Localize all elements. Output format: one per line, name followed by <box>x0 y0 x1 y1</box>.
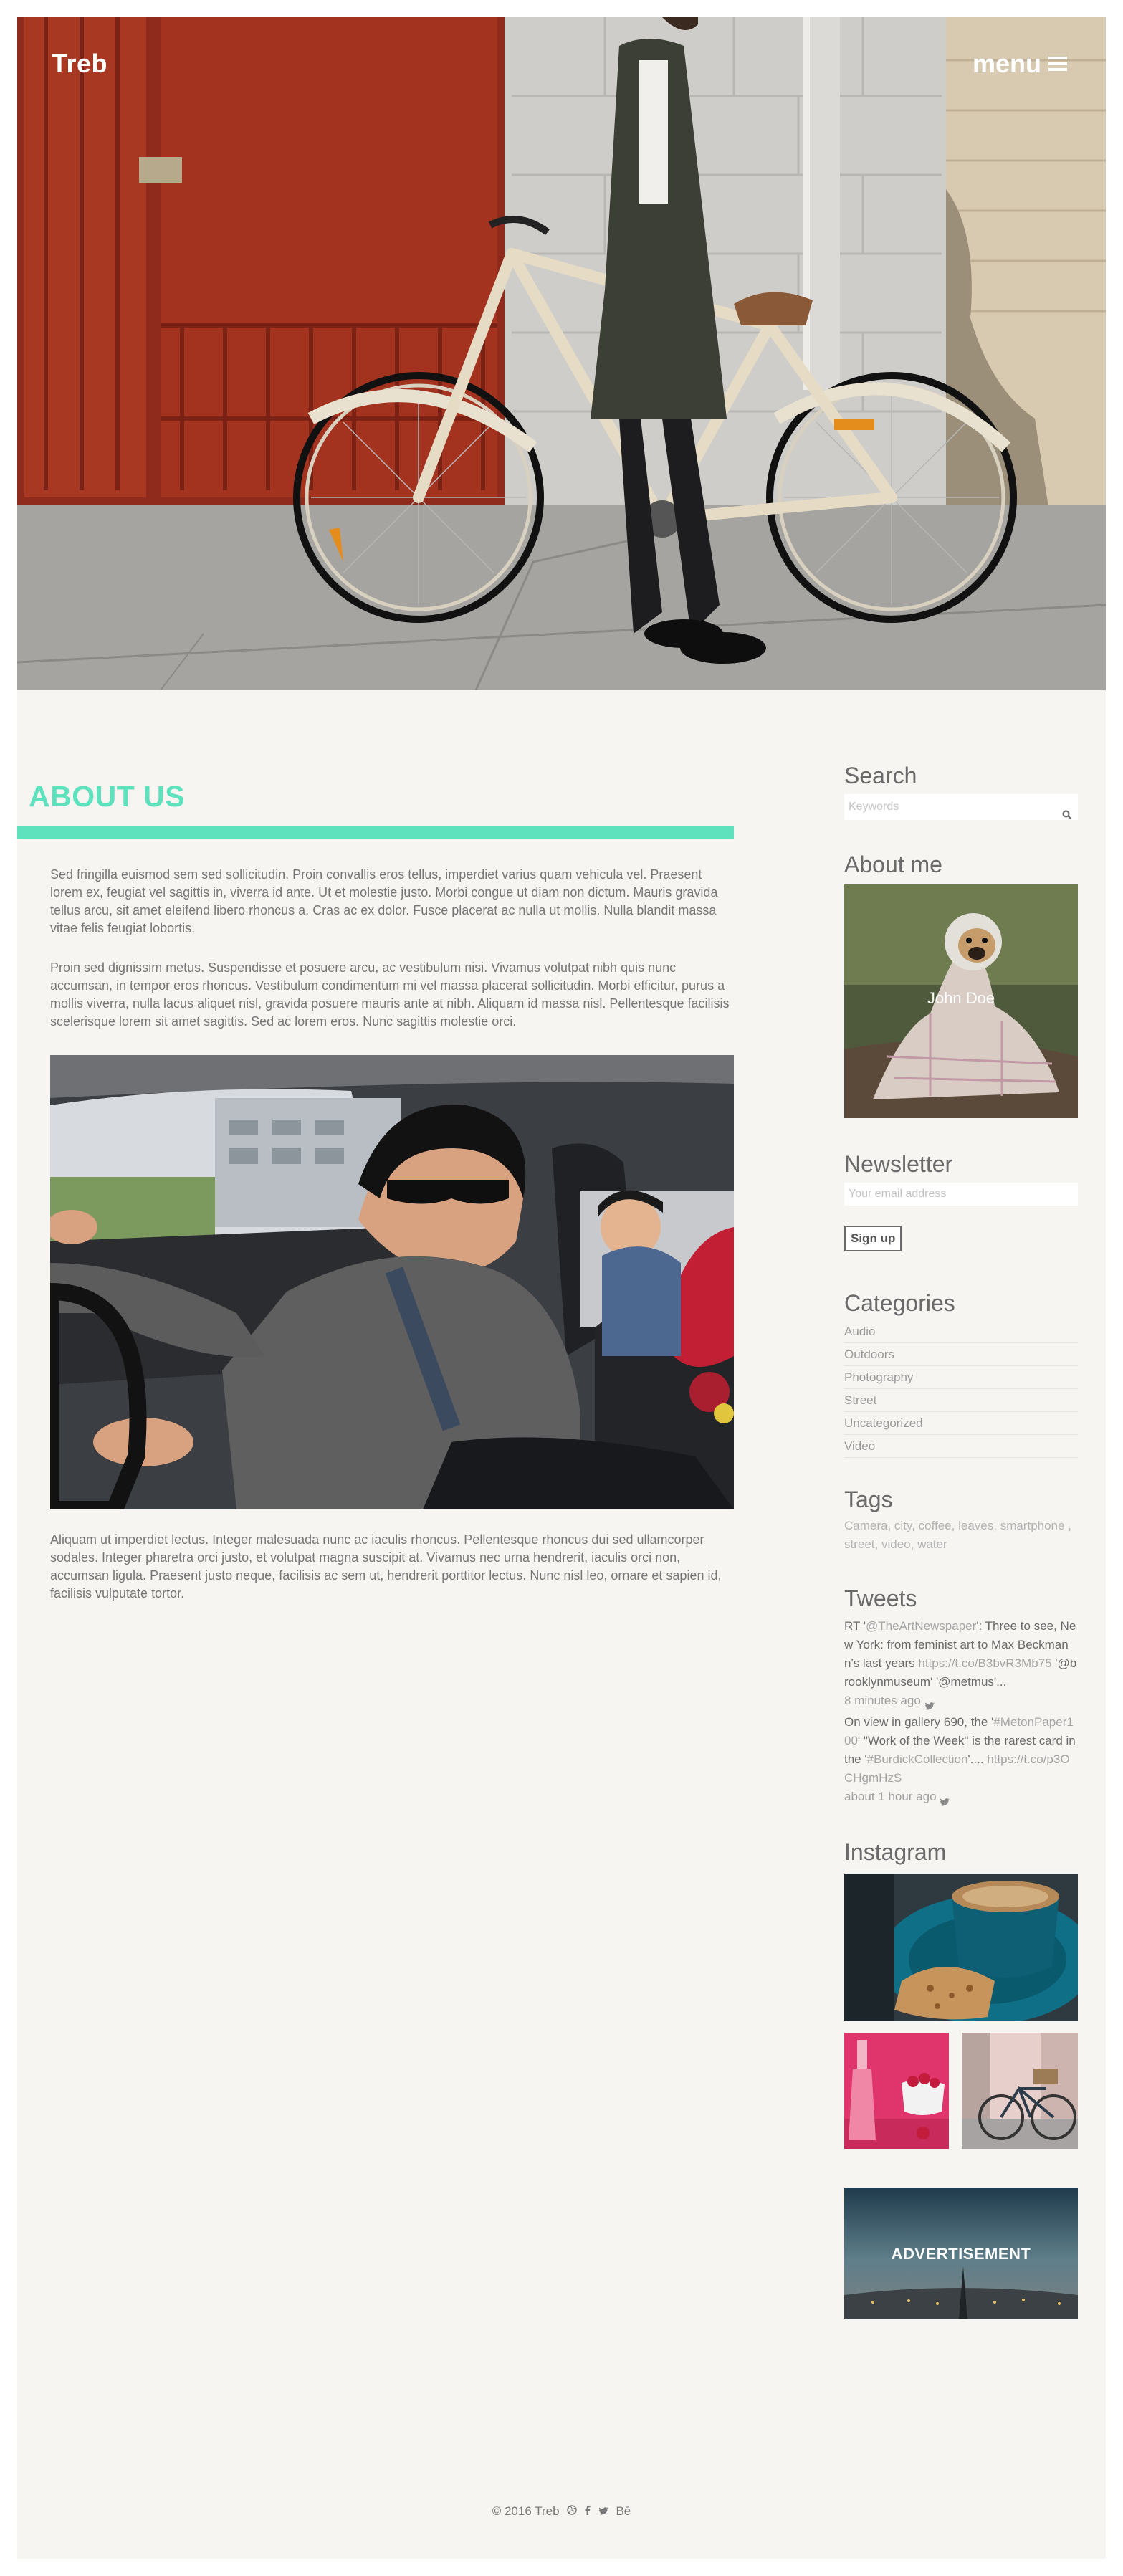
car-photo <box>50 1055 734 1509</box>
about-me-widget <box>844 851 1078 1118</box>
menu-label: menu <box>972 49 1041 78</box>
category-item[interactable]: Outdoors <box>844 1343 1078 1366</box>
tweet-text: ' "Work of the Week" is the rarest card in the ' <box>844 1734 1076 1766</box>
site-logo[interactable]: Treb <box>52 49 108 78</box>
paragraph-2: Proin sed dignissim metus. Suspendisse et posuere arcu, ac vestibulum nisi. Vivamus volutpat nibh quis nunc accumsan, in tempor eros rhoncus. Vestibulum condimentum mi vel massa placerat sollicitudin. Morbi efficitur, purus a mollis viverra, nulla lacus aliquet nisl, gravida posuere mauris ante at nibh. Aliquam id massa nisl. Pellentesque facilisis scelerisque lorem sit amet sagittis. Sed ac lorem eros. Nunc sagittis molestie orci. <box>50 960 730 1029</box>
tag-link[interactable]: leaves <box>958 1519 994 1532</box>
hamburger-icon <box>1048 56 1067 72</box>
footer <box>17 2504 1106 2519</box>
copyright-text: © 2016 Treb <box>492 2504 560 2518</box>
tag-link[interactable]: water <box>917 1537 947 1551</box>
article-body <box>50 866 734 1624</box>
tag-link[interactable]: video <box>881 1537 911 1551</box>
tweet-item <box>844 1713 1078 1806</box>
dribbble-icon[interactable] <box>567 2504 577 2519</box>
tweets-widget <box>844 1585 1078 1806</box>
tweet-url-link[interactable]: https://t.co/p3OCHgmHzS <box>844 1752 1070 1785</box>
search-icon[interactable] <box>1062 810 1072 820</box>
twitter-icon[interactable] <box>598 2504 608 2519</box>
instagram-photo-drink[interactable] <box>844 2033 949 2149</box>
category-item[interactable]: Video <box>844 1435 1078 1458</box>
instagram-photo-coffee[interactable] <box>844 1874 1078 2021</box>
newsletter-widget <box>844 1151 1078 1251</box>
page-title: ABOUT US <box>29 780 186 813</box>
tweet-time-row[interactable] <box>844 1788 1078 1806</box>
hero-photo <box>17 17 1106 690</box>
tweet-timestamp: about 1 hour ago <box>844 1790 937 1803</box>
widget-title-tweets: Tweets <box>844 1585 917 1611</box>
tag-link[interactable]: Camera <box>844 1519 888 1532</box>
category-item[interactable]: Photography <box>844 1366 1078 1389</box>
tweet-text: RT ' <box>844 1619 866 1633</box>
tags-widget <box>844 1487 1078 1554</box>
behance-icon[interactable]: Bē <box>616 2504 631 2518</box>
about-me-photo[interactable] <box>844 884 1078 1118</box>
instagram-widget <box>844 1839 1078 2149</box>
widget-title-newsletter: Newsletter <box>844 1151 953 1177</box>
instagram-photo-bicycle[interactable] <box>962 2033 1078 2149</box>
widget-title-categories: Categories <box>844 1290 955 1316</box>
twitter-icon <box>940 1793 950 1801</box>
tweet-text: '@brooklynmuseum' '@metmus'... <box>844 1656 1077 1689</box>
tag-link[interactable]: coffee <box>918 1519 952 1532</box>
advertisement-banner[interactable] <box>844 2188 1078 2319</box>
category-item[interactable]: Uncategorized <box>844 1412 1078 1435</box>
paragraph-1: Sed fringilla euismod sem sed sollicitudin. Proin convallis eros tellus, imperdiet varius quam vehicula vel. Praesent lorem ex, feugiat vel sagittis in, viverra id ante. Ut et molestie justo. Morbi congue ut diam non dictum. Mauris gravida tellus arcu, sit amet eleifend libero rhoncus a. Cras ac ex dolor. Fusce placerat ac nulla ut mollis. Nulla blandit massa vitae felis feugiat lobortis. <box>50 867 718 935</box>
tweet-handle-link[interactable]: @TheArtNewspaper <box>866 1619 977 1633</box>
tag-link[interactable]: city <box>894 1519 912 1532</box>
search-input[interactable] <box>844 794 1053 820</box>
advertisement-widget <box>844 2188 1078 2319</box>
tag-cloud: Camera, city, coffee, leaves, smartphone , street, video, water <box>844 1519 1071 1551</box>
tweet-item <box>844 1617 1078 1710</box>
hero-image <box>17 17 1106 690</box>
tweet-url-link[interactable]: https://t.co/B3bvR3Mb75 <box>918 1656 1052 1670</box>
sidebar <box>844 763 1078 2319</box>
twitter-icon <box>924 1697 935 1705</box>
tweet-hashtag-link[interactable]: #BurdickCollection <box>866 1752 968 1766</box>
widget-title-search: Search <box>844 763 917 788</box>
paragraph-3: Aliquam ut imperdiet lectus. Integer malesuada nunc ac iaculis rhoncus. Pellentesque rhoncus dui sed ullamcorper sodales. Integer pharetra orci justo, et volutpat magna suscipit at. Vivamus nec urna hendrerit, iaculis orci non, accumsan ligula. Praesent justo neque, facilisis ac sem ut, hendrerit porttitor lectus. Nunc nisl leo, ornare et sapien id, facilisis vulputate tortor. <box>50 1532 722 1601</box>
about-me-name: John Doe <box>927 989 995 1007</box>
page-frame <box>17 17 1106 2559</box>
widget-title-tags: Tags <box>844 1487 893 1512</box>
facebook-icon[interactable] <box>585 2504 591 2519</box>
tweet-text: On view in gallery 690, the ' <box>844 1715 994 1729</box>
tweet-timestamp: 8 minutes ago <box>844 1694 921 1707</box>
title-underline-bar <box>17 826 734 839</box>
menu-button[interactable] <box>973 49 1067 79</box>
tag-link[interactable]: smartphone <box>1000 1519 1065 1532</box>
newsletter-email-field[interactable] <box>844 1183 1078 1206</box>
advertisement-label: ADVERTISEMENT <box>891 2245 1031 2263</box>
search-box <box>844 794 1078 820</box>
tweet-time-row[interactable] <box>844 1692 1078 1710</box>
tweet-text: '.... <box>967 1752 988 1766</box>
category-item[interactable]: Street <box>844 1389 1078 1412</box>
category-item[interactable]: Audio <box>844 1320 1078 1343</box>
widget-title-about: About me <box>844 851 942 877</box>
categories-widget <box>844 1290 1078 1458</box>
tweet-list <box>844 1617 1078 1806</box>
instagram-grid <box>844 1874 1078 2149</box>
tweet-text: ': Three to see, New York: from feminist art to Max Beckmann's last years <box>844 1619 1076 1670</box>
signup-button[interactable]: Sign up <box>844 1226 902 1251</box>
tweet-hashtag-link[interactable]: #MetonPaper100 <box>844 1715 1074 1747</box>
widget-title-instagram: Instagram <box>844 1839 947 1865</box>
search-widget <box>844 763 1078 820</box>
categories-list <box>844 1320 1078 1458</box>
tag-link[interactable]: street <box>844 1537 875 1551</box>
